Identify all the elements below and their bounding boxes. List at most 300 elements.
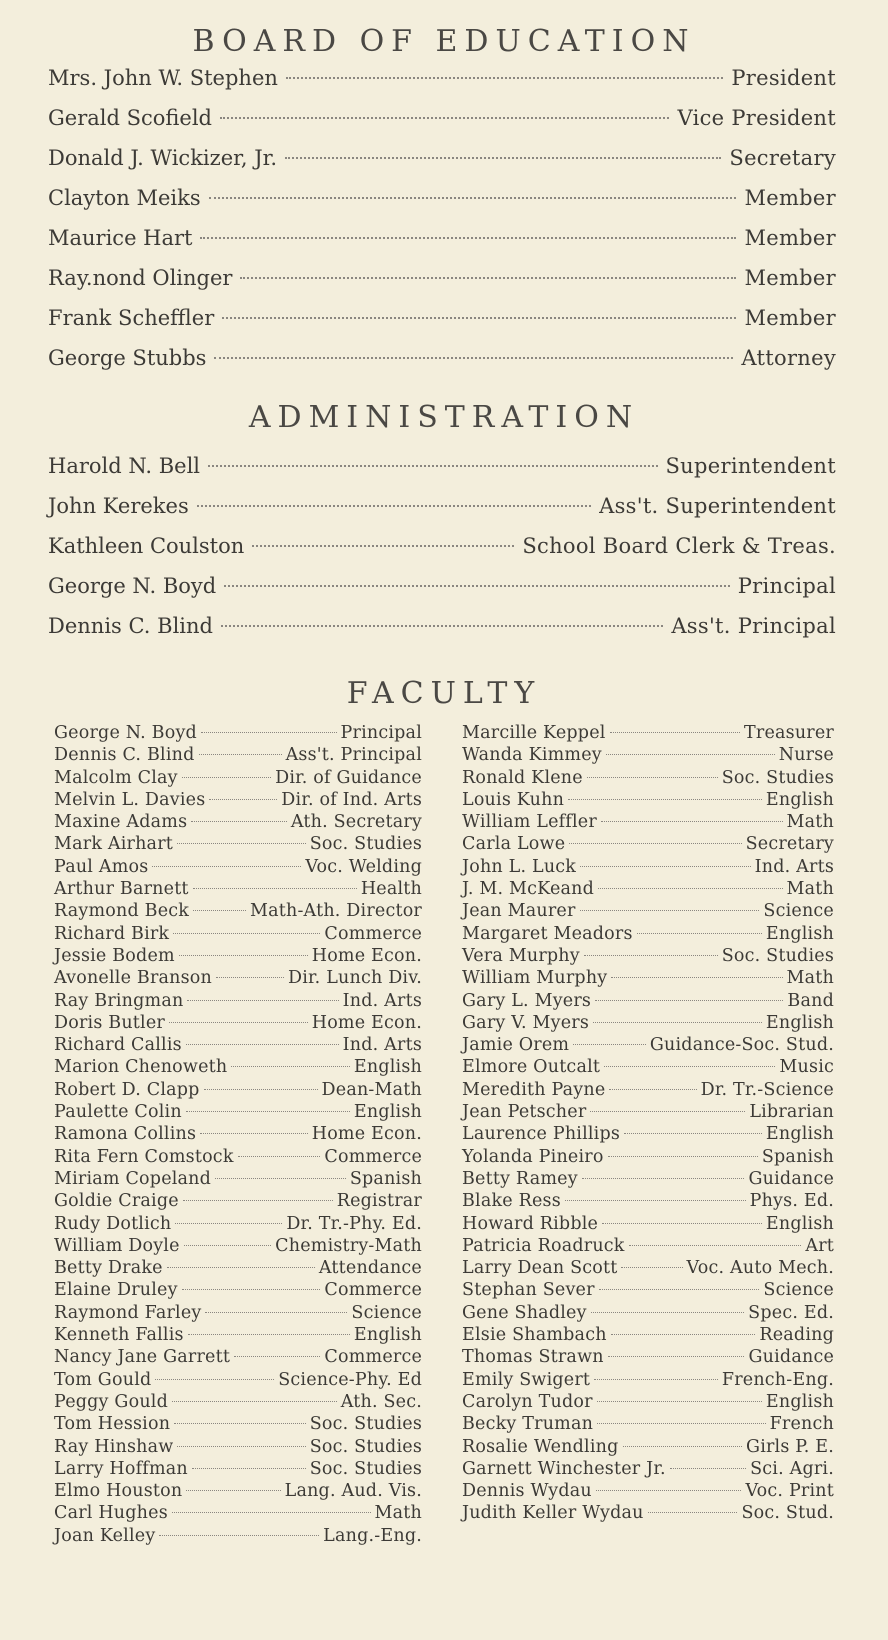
faculty-row (462, 1056, 834, 1078)
faculty-row (462, 1257, 834, 1279)
entry-name: Miriam Copeland (54, 1168, 212, 1189)
dot-leader (608, 1356, 745, 1357)
entry-role: Science-Phy. Ed (278, 1369, 422, 1390)
dot-leader (565, 1200, 746, 1201)
dot-leader (199, 754, 282, 755)
faculty-list (48, 722, 840, 1547)
dot-leader (231, 1066, 350, 1067)
entry-role: Soc. Stud. (741, 1503, 834, 1524)
entry-role: Math (786, 968, 834, 989)
entry-name: Paulette Colin (54, 1102, 182, 1123)
entry-role: Ass't. Principal (285, 745, 422, 766)
entry-name: Ronald Klene (462, 767, 583, 788)
faculty-row (462, 1012, 834, 1034)
entry-name: William Murphy (462, 968, 608, 989)
entry-name: Richard Birk (54, 923, 170, 944)
entry-role: Guidance (748, 1168, 834, 1189)
entry-role: English (353, 1102, 422, 1123)
dot-leader (200, 1133, 308, 1134)
board-member-row (48, 138, 840, 178)
entry-role: English (765, 1012, 834, 1033)
faculty-row (54, 1302, 422, 1324)
entry-role: English (353, 1325, 422, 1346)
entry-name: Jean Petscher (462, 1102, 587, 1123)
dot-leader (220, 117, 670, 119)
entry-name: Judith Keller Wydau (462, 1503, 644, 1524)
entry-role: Principal (340, 723, 422, 743)
faculty-row (462, 1101, 834, 1123)
faculty-row (462, 1480, 834, 1502)
dot-leader (186, 1490, 280, 1491)
entry-name: Peggy Gould (54, 1391, 168, 1412)
entry-role: French-Eng. (721, 1369, 834, 1390)
faculty-row (54, 945, 422, 967)
entry-name: Tom Gould (54, 1369, 152, 1390)
faculty-row (54, 1502, 422, 1524)
faculty-row (462, 1146, 834, 1168)
faculty-row (462, 1436, 834, 1458)
entry-name: Carla Lowe (462, 834, 566, 855)
board-member-row (48, 98, 840, 138)
dot-leader (177, 1446, 305, 1447)
entry-role: Commerce (324, 1347, 422, 1368)
entry-role: Dr. Tr.-Phy. Ed. (286, 1213, 422, 1234)
entry-role: Spanish (761, 1146, 834, 1167)
dot-leader (591, 1312, 745, 1313)
entry-role: Girls P. E. (746, 1436, 834, 1457)
entry-name: Emily Swigert (462, 1369, 591, 1390)
faculty-row (462, 1168, 834, 1190)
entry-name: Donald J. Wickizer, Jr. (48, 146, 278, 170)
faculty-row (462, 811, 834, 833)
dot-leader (186, 1111, 350, 1112)
faculty-row (462, 1213, 834, 1235)
dot-leader (608, 1156, 758, 1157)
entry-role: Band (787, 990, 834, 1011)
entry-role: Art (805, 1235, 834, 1256)
dot-leader (182, 777, 271, 778)
administration-list (48, 446, 840, 646)
faculty-row (54, 923, 422, 945)
dot-leader (593, 1022, 762, 1023)
entry-role: School Board Clerk & Treas. (522, 534, 836, 558)
faculty-row (54, 1413, 422, 1435)
entry-role: Commerce (324, 923, 422, 944)
board-list (48, 58, 840, 378)
dot-leader (192, 1468, 306, 1469)
faculty-row (54, 1012, 422, 1034)
entry-role: English (353, 1057, 422, 1078)
faculty-row (54, 1346, 422, 1368)
entry-name: Ray.nond Olinger (48, 266, 233, 290)
entry-role: Voc. Auto Mech. (686, 1258, 834, 1279)
administration-row (48, 526, 840, 566)
entry-role: Principal (737, 574, 836, 598)
entry-role: Home Econ. (311, 1124, 422, 1145)
entry-name: Richard Callis (54, 1035, 182, 1056)
dot-leader (186, 1044, 339, 1045)
entry-role: Ass't. Principal (671, 614, 836, 638)
faculty-row (54, 1279, 422, 1301)
entry-name: Marion Chenoweth (54, 1057, 228, 1078)
entry-role: Spanish (349, 1168, 422, 1189)
entry-role: Guidance-Soc. Stud. (649, 1035, 834, 1056)
dot-leader (637, 933, 762, 934)
entry-role: Commerce (324, 1280, 422, 1301)
entry-role: English (765, 1213, 834, 1234)
faculty-row (54, 900, 422, 922)
entry-role: Soc. Studies (309, 1414, 422, 1435)
entry-name: Harold N. Bell (48, 454, 201, 478)
faculty-row (462, 1391, 834, 1413)
entry-name: Doris Butler (54, 1012, 165, 1033)
entry-name: Rita Fern Comstock (54, 1146, 234, 1167)
dot-leader (573, 1044, 646, 1045)
entry-name: Stephan Sever (462, 1280, 595, 1301)
faculty-row (462, 1190, 834, 1212)
entry-name: William Leffler (462, 812, 597, 833)
dot-leader (182, 1289, 321, 1290)
entry-role: Secretary (729, 146, 836, 170)
dot-leader (184, 1245, 271, 1246)
entry-role: Science (351, 1302, 422, 1323)
faculty-row (54, 1324, 422, 1346)
entry-name: Elmo Houston (54, 1481, 183, 1502)
entry-role: Dir. Lunch Div. (288, 968, 422, 989)
board-member-row (48, 178, 840, 218)
dot-leader (208, 465, 657, 467)
dot-leader (624, 1133, 762, 1134)
dot-leader (597, 1401, 762, 1402)
entry-name: Wanda Kimmey (462, 745, 602, 766)
entry-name: George Stubbs (48, 346, 207, 370)
entry-role: Chemistry-Math (275, 1235, 422, 1256)
entry-name: Robert D. Clapp (54, 1079, 200, 1100)
entry-role: Math (786, 879, 834, 900)
faculty-row (462, 1458, 834, 1480)
dot-leader (286, 77, 723, 79)
faculty-row (462, 945, 834, 967)
board-member-row (48, 338, 840, 378)
dot-leader (587, 777, 718, 778)
entry-name: Dennis C. Blind (54, 745, 195, 766)
dot-leader (174, 1423, 306, 1424)
faculty-row (54, 1101, 422, 1123)
administration-row (48, 486, 840, 526)
dot-leader (590, 1111, 745, 1112)
dot-leader (159, 1535, 319, 1536)
entry-name: Jean Maurer (462, 901, 576, 922)
entry-role: Ass't. Superintendent (599, 494, 836, 518)
entry-name: Melvin L. Davies (54, 789, 206, 810)
faculty-row (462, 1302, 834, 1324)
faculty-row (54, 767, 422, 789)
dot-leader (216, 977, 284, 978)
entry-role: Soc. Studies (309, 1436, 422, 1457)
entry-name: Jessie Bodem (54, 945, 175, 966)
entry-name: Gene Shadley (462, 1302, 587, 1323)
entry-name: Laurence Phillips (462, 1124, 621, 1145)
faculty-row (462, 722, 834, 744)
faculty-row (54, 1480, 422, 1502)
dot-leader (606, 754, 775, 755)
dot-leader (197, 505, 591, 507)
dot-leader (215, 1178, 346, 1179)
entry-role: Math-Ath. Director (249, 901, 422, 922)
dot-leader (173, 933, 320, 934)
entry-name: John Kerekes (48, 494, 189, 518)
faculty-row (54, 744, 422, 766)
entry-name: Garnett Winchester Jr. (462, 1458, 666, 1479)
entry-name: Gary L. Myers (462, 990, 592, 1011)
board-title: BOARD OF EDUCATION (192, 24, 696, 59)
entry-name: Ray Hinshaw (54, 1436, 174, 1457)
entry-role: Member (744, 226, 836, 250)
entry-role: English (765, 1391, 834, 1412)
entry-name: William Doyle (54, 1235, 180, 1256)
entry-name: Betty Drake (54, 1258, 163, 1279)
entry-role: President (731, 66, 836, 90)
entry-name: Louis Kuhn (462, 789, 565, 810)
entry-name: Frank Scheffler (48, 306, 215, 330)
dot-leader (621, 1267, 682, 1268)
entry-role: Commerce (324, 1146, 422, 1167)
entry-name: Maurice Hart (48, 226, 193, 250)
faculty-row (54, 1369, 422, 1391)
entry-name: Elsie Shambach (462, 1325, 607, 1346)
faculty-column-right (462, 722, 834, 1547)
entry-name: George N. Boyd (48, 574, 217, 598)
faculty-row (462, 1279, 834, 1301)
faculty-row (54, 990, 422, 1012)
faculty-row (462, 744, 834, 766)
entry-role: English (765, 789, 834, 810)
dot-leader (584, 955, 718, 956)
faculty-row (462, 789, 834, 811)
entry-name: Joan Kelley (54, 1525, 156, 1546)
faculty-row (54, 1190, 422, 1212)
faculty-row (462, 1123, 834, 1145)
dot-leader (595, 1000, 783, 1001)
entry-name: Raymond Farley (54, 1302, 202, 1323)
entry-name: Kathleen Coulston (48, 534, 245, 558)
entry-name: Patricia Roadruck (462, 1235, 625, 1256)
dot-leader (252, 545, 514, 547)
entry-role: Sci. Agri. (750, 1458, 834, 1479)
entry-role: Soc. Studies (309, 834, 422, 855)
entry-role: Librarian (749, 1102, 834, 1123)
entry-name: Yolanda Pineiro (462, 1146, 604, 1167)
entry-role: Health (360, 879, 422, 900)
faculty-row (462, 833, 834, 855)
faculty-row (54, 967, 422, 989)
dot-leader (172, 1401, 337, 1402)
entry-role: Ath. Secretary (290, 812, 422, 833)
entry-name: George N. Boyd (54, 723, 197, 743)
dot-leader (611, 1334, 756, 1335)
dot-leader (599, 1289, 760, 1290)
dot-leader (623, 1446, 743, 1447)
entry-role: Soc. Studies (721, 767, 834, 788)
entry-name: Clayton Meiks (48, 186, 201, 210)
entry-role: Soc. Studies (721, 945, 834, 966)
entry-name: Marcille Keppel (462, 723, 606, 743)
entry-name: Carl Hughes (54, 1503, 168, 1524)
faculty-row (462, 1235, 834, 1257)
dot-leader (201, 732, 337, 733)
board-member-row (48, 58, 840, 98)
entry-role: Science (763, 1280, 834, 1301)
entry-role: Phys. Ed. (749, 1191, 834, 1212)
dot-leader (568, 799, 762, 800)
faculty-row (54, 1213, 422, 1235)
entry-name: Arthur Barnett (54, 879, 189, 900)
dot-leader (598, 888, 783, 889)
entry-name: Larry Dean Scott (462, 1258, 618, 1279)
entry-role: Voc. Print (745, 1481, 834, 1502)
entry-role: Home Econ. (311, 1012, 422, 1033)
entry-name: Nancy Jane Garrett (54, 1347, 231, 1368)
dot-leader (670, 1468, 746, 1469)
dot-leader (580, 910, 760, 911)
entry-role: Attendance (318, 1258, 422, 1279)
dot-leader (648, 1512, 738, 1513)
dot-leader (175, 1223, 282, 1224)
faculty-row (54, 1525, 422, 1547)
entry-role: Vice President (677, 106, 836, 130)
faculty-row (54, 789, 422, 811)
entry-role: Attorney (741, 346, 836, 370)
dot-leader (152, 866, 301, 867)
entry-role: Math (786, 812, 834, 833)
entry-role: Dir. of Guidance (275, 767, 422, 788)
dot-leader (188, 1334, 350, 1335)
faculty-row (54, 1034, 422, 1056)
entry-name: Rudy Dotlich (54, 1213, 172, 1234)
dot-leader (191, 821, 287, 822)
entry-role: Home Econ. (311, 945, 422, 966)
entry-name: J. M. McKeand (462, 879, 595, 900)
entry-role: Guidance (748, 1347, 834, 1368)
entry-role: Science (763, 901, 834, 922)
entry-name: Dennis C. Blind (48, 614, 213, 638)
administration-row (48, 606, 840, 646)
entry-role: Lang. Aud. Vis. (284, 1481, 422, 1502)
entry-name: Carolyn Tudor (462, 1391, 593, 1412)
faculty-row (462, 1079, 834, 1101)
dot-leader (214, 357, 733, 359)
dot-leader (193, 888, 357, 889)
dot-leader (172, 1512, 371, 1513)
board-member-row (48, 218, 840, 258)
entry-name: Elaine Druley (54, 1280, 178, 1301)
faculty-row (54, 811, 422, 833)
entry-name: Maxine Adams (54, 812, 188, 833)
faculty-row (462, 967, 834, 989)
entry-name: Gerald Scofield (48, 106, 212, 130)
administration-row (48, 566, 840, 606)
board-member-row (48, 298, 840, 338)
faculty-row (54, 1436, 422, 1458)
entry-role: Music (779, 1057, 834, 1078)
entry-role: Soc. Studies (309, 1458, 422, 1479)
entry-role: Ind. Arts (342, 1035, 422, 1056)
entry-name: Blake Ress (462, 1191, 561, 1212)
entry-role: English (765, 923, 834, 944)
dot-leader (205, 1312, 347, 1313)
entry-name: Gary V. Myers (462, 1012, 590, 1033)
dot-leader (596, 1490, 742, 1491)
faculty-row (54, 878, 422, 900)
dot-leader (179, 955, 308, 956)
entry-name: Thomas Strawn (462, 1347, 604, 1368)
entry-name: Mark Airhart (54, 834, 173, 855)
entry-name: Becky Truman (462, 1414, 594, 1435)
faculty-row (462, 990, 834, 1012)
dot-leader (285, 157, 721, 159)
dot-leader (209, 799, 277, 800)
dot-leader (629, 1245, 802, 1246)
faculty-row (54, 833, 422, 855)
administration-title: ADMINISTRATION (248, 400, 640, 435)
dot-leader (221, 625, 663, 627)
entry-name: Howard Ribble (462, 1213, 599, 1234)
entry-name: Kenneth Fallis (54, 1325, 184, 1346)
entry-role: English (765, 1124, 834, 1145)
dot-leader (224, 585, 730, 587)
faculty-row (54, 1257, 422, 1279)
dot-leader (177, 843, 306, 844)
entry-role: French (769, 1414, 834, 1435)
entry-name: Tom Hession (54, 1414, 171, 1435)
dot-leader (240, 277, 736, 279)
dot-leader (569, 843, 741, 844)
faculty-row (462, 1034, 834, 1056)
dot-leader (193, 910, 246, 911)
faculty-row (462, 767, 834, 789)
faculty-row (462, 1413, 834, 1435)
entry-role: Ath. Sec. (340, 1391, 422, 1412)
faculty-row (54, 1056, 422, 1078)
dot-leader (238, 1156, 321, 1157)
faculty-row (462, 900, 834, 922)
entry-name: John L. Luck (462, 856, 577, 877)
faculty-row (462, 1502, 834, 1524)
administration-row (48, 446, 840, 486)
dot-leader (582, 1178, 745, 1179)
faculty-row (54, 1391, 422, 1413)
entry-name: Avonelle Branson (54, 968, 213, 989)
entry-role: Math (374, 1503, 422, 1524)
entry-role: Superintendent (665, 454, 836, 478)
faculty-row (54, 856, 422, 878)
entry-role: Ind. Arts (342, 990, 422, 1011)
faculty-row (54, 1146, 422, 1168)
dot-leader (204, 1089, 318, 1090)
entry-name: Rosalie Wendling (462, 1436, 619, 1457)
faculty-row (462, 1324, 834, 1346)
dot-leader (187, 1000, 338, 1001)
entry-name: Mrs. John W. Stephen (48, 66, 278, 90)
entry-name: Elmore Outcalt (462, 1057, 601, 1078)
dot-leader (597, 1423, 766, 1424)
dot-leader (609, 1089, 696, 1090)
board-member-row (48, 258, 840, 298)
faculty-row (54, 722, 422, 744)
faculty-row (54, 1168, 422, 1190)
entry-name: Jamie Orem (462, 1035, 570, 1056)
faculty-title: FACULTY (346, 676, 542, 711)
